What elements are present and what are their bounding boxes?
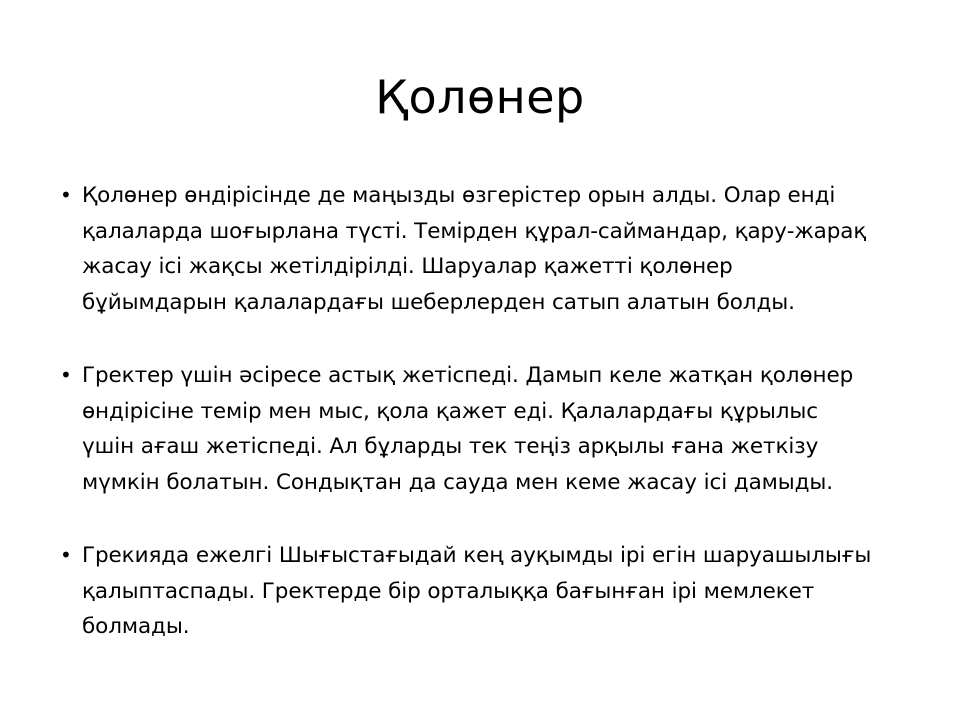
bullet-dot-icon: •	[60, 543, 72, 567]
bullet-dot-icon: •	[60, 183, 72, 207]
bullet-dot-icon: •	[60, 363, 72, 387]
text-line: жасау ісі жақсы жетілдірілді. Шаруалар қажетті қолөнер	[82, 254, 733, 279]
bullet-text	[82, 178, 918, 320]
bullet-item-2	[58, 358, 918, 500]
text-line: болмады.	[82, 614, 190, 639]
bullet-item-1	[58, 178, 918, 320]
bullet-list	[58, 178, 918, 683]
text-line: өндірісіне темір мен мыс, қола қажет еді. Қалалардағы құрылыс	[82, 398, 819, 424]
text-line: үшін ағаш жетіспеді. Ал бұларды тек теңіз арқылы ғана жеткізу	[82, 434, 819, 459]
slide-title: Қолөнер	[375, 70, 585, 124]
text-line: бұйымдарын қалалардағы шеберлерден сатып алатын болды.	[82, 289, 795, 315]
text-line: мүмкін болатын. Сондықтан да сауда мен кеме жасау ісі дамыды.	[82, 469, 834, 495]
text-line: қалыптаспады. Гректерде бір орталыққа бағынған ірі мемлекет	[82, 578, 815, 604]
text-line: қалаларда шоғырлана түсті. Темірден құрал-саймандар, қару-жарақ	[82, 218, 867, 244]
bullet-text	[82, 358, 918, 500]
text-line: Қолөнер өндірісінде де маңызды өзгерістер орын алды. Олар енді	[82, 183, 836, 208]
text-line: Гректер үшін әсіресе астық жетіспеді. Дамып келе жатқан қолөнер	[82, 363, 854, 388]
text-line: Грекияда ежелгі Шығыстағыдай кең ауқымды ірі егін шаруашылығы	[82, 543, 872, 568]
bullet-item-3	[58, 538, 918, 645]
bullet-text	[82, 538, 918, 645]
